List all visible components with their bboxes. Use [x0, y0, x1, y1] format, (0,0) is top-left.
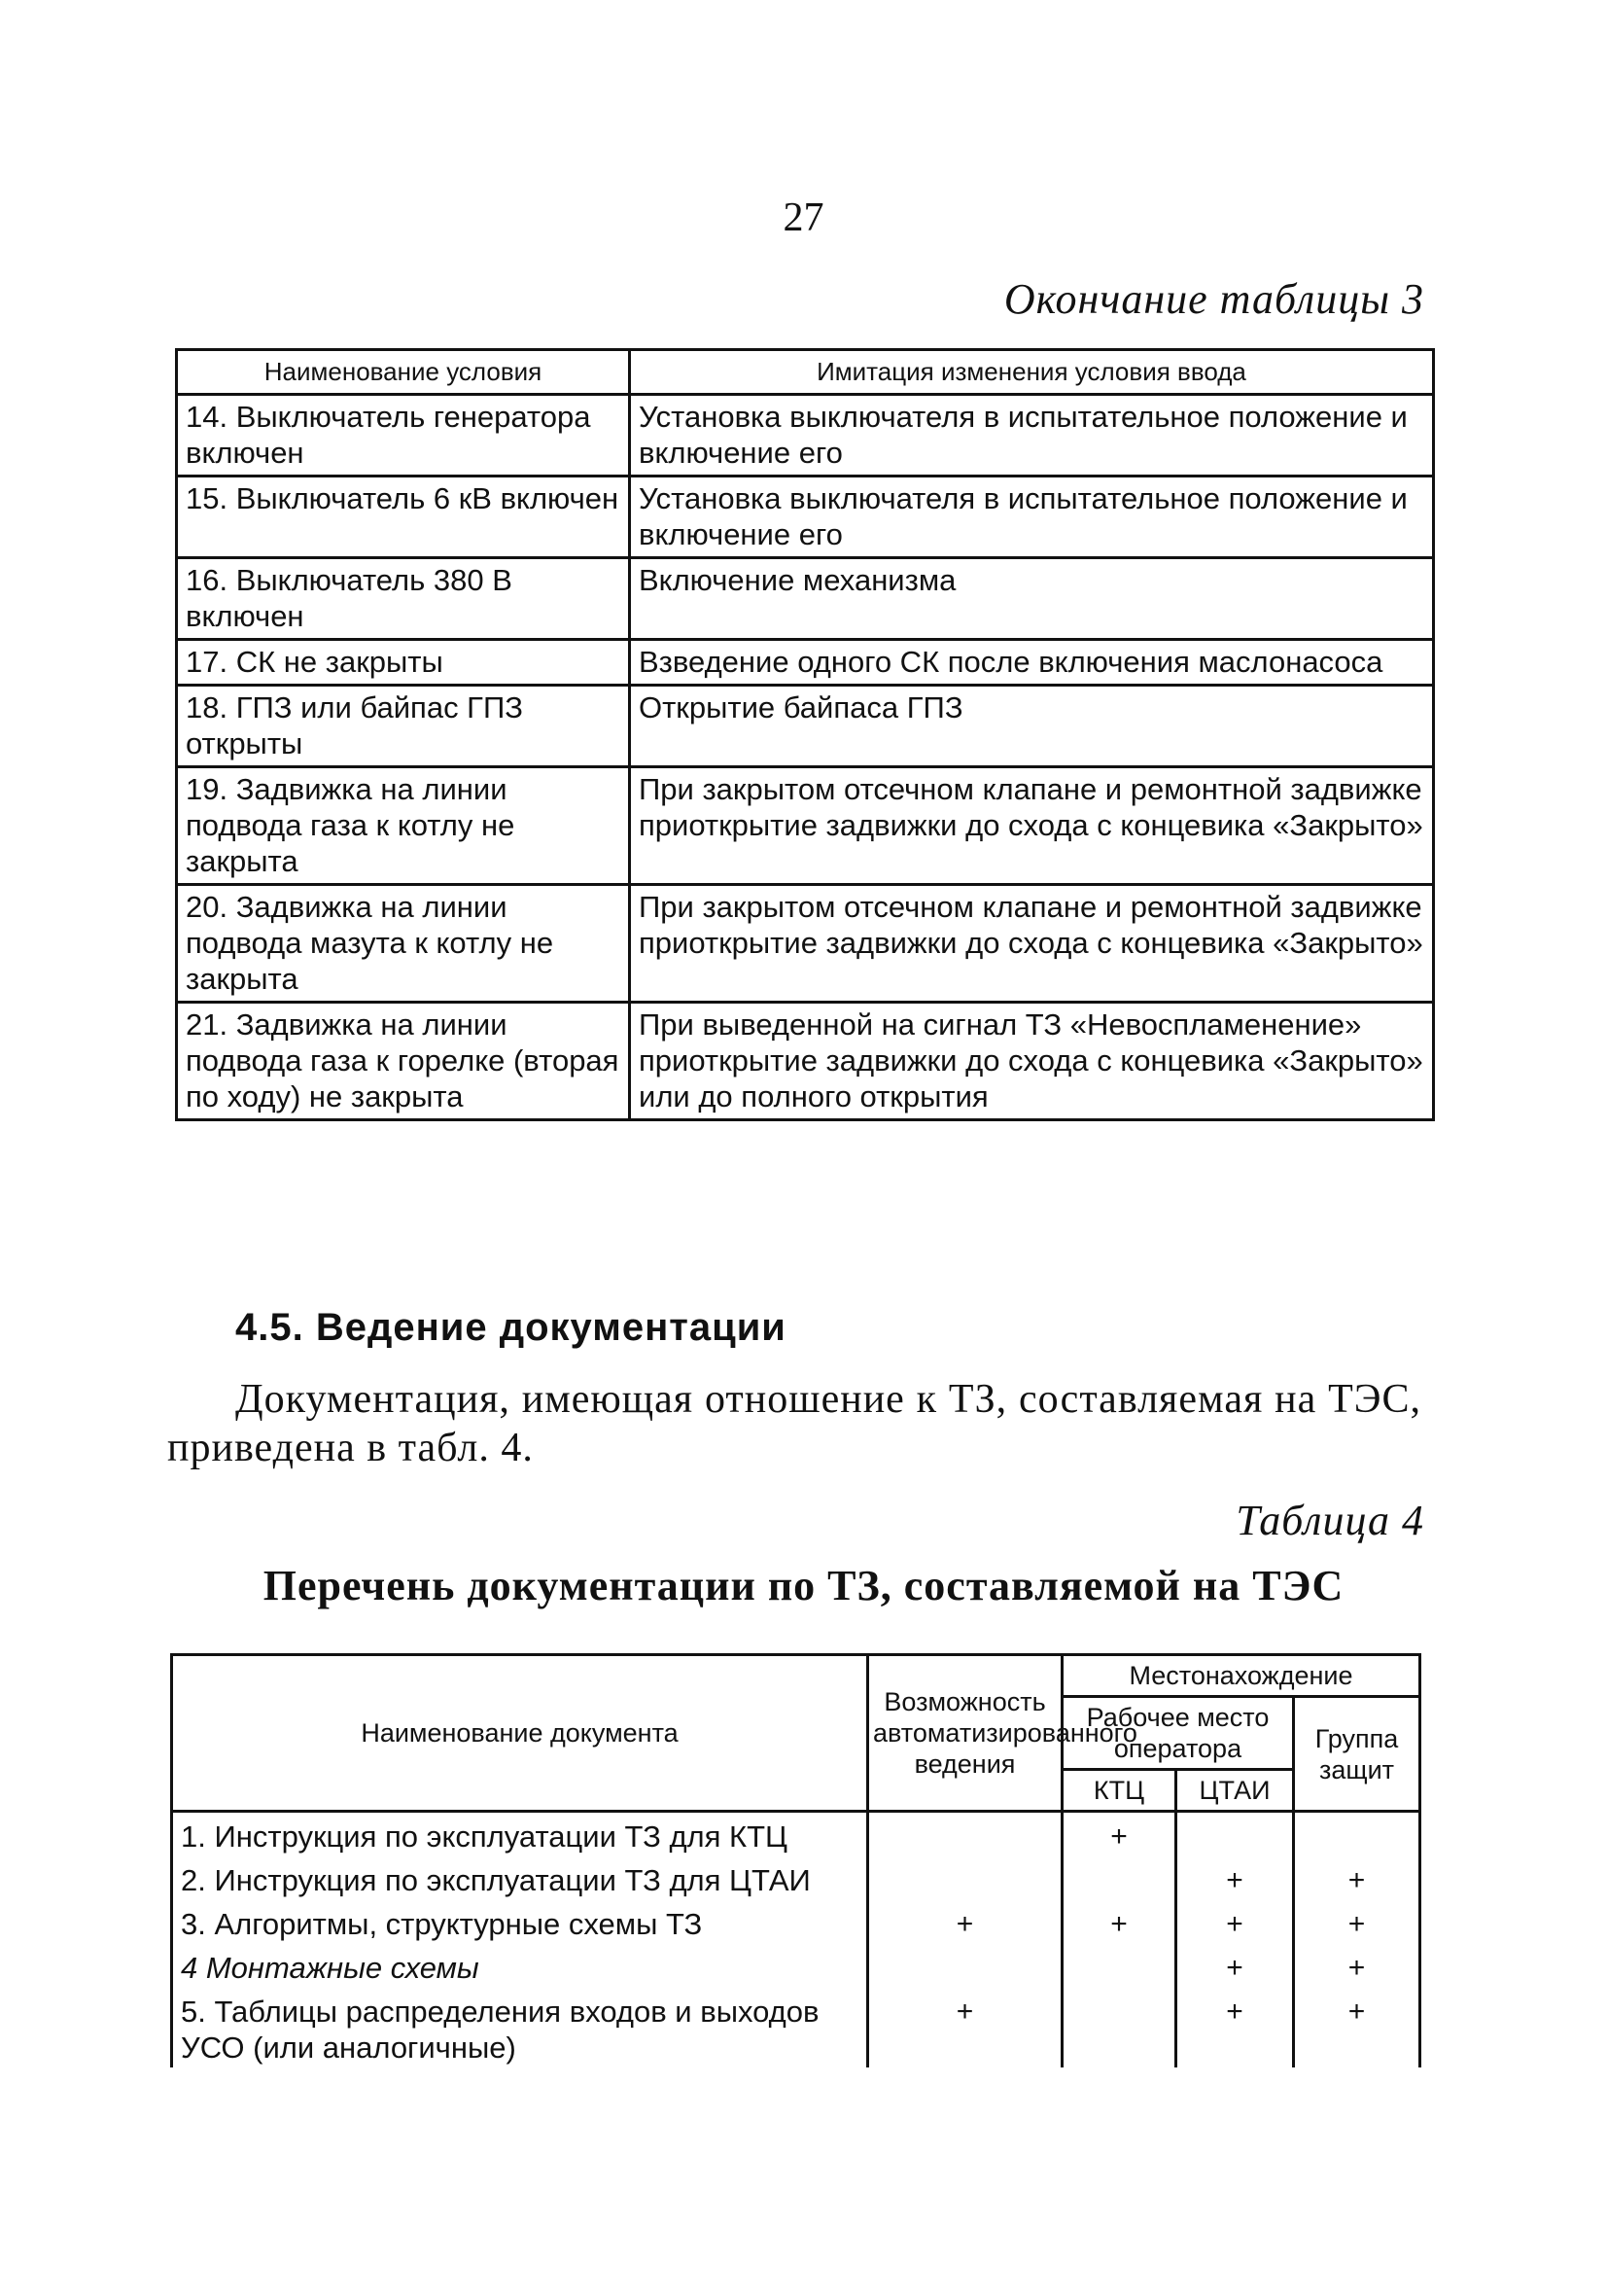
section-paragraph: Документация, имеющая отношение к ТЗ, составляемая на ТЭС, приведена в табл. 4. — [167, 1377, 1421, 1470]
table3-cell-imitation: При закрытом отсечном клапане и ремонтной задвижке приоткрытие задвижки до схода с концевика «Закрыто» — [630, 767, 1434, 885]
table-row — [177, 1003, 1434, 1120]
table4-cell-ktc — [1063, 1856, 1176, 1900]
table4-cell-name: 4 Монтажные схемы — [172, 1944, 868, 1988]
table4-header-name: Наименование документа — [172, 1655, 868, 1812]
table4-cell-name: 1. Инструкция по эксплуатации ТЗ для КТЦ — [172, 1812, 868, 1857]
table3-header-imitation: Имитация изменения условия ввода — [630, 350, 1434, 395]
table-row — [177, 686, 1434, 767]
table-row — [177, 640, 1434, 686]
table4-cell-group: + — [1294, 1856, 1420, 1900]
table4-header-ctai: ЦТАИ — [1176, 1770, 1294, 1812]
table4-cell-group: + — [1294, 1944, 1420, 1988]
table-row — [172, 1812, 1420, 1857]
table4-cell-group: + — [1294, 1988, 1420, 2067]
table4-header-location: Местонахождение — [1063, 1655, 1420, 1697]
table3-caption: Окончание таблицы 3 — [1003, 275, 1424, 323]
table4-cell-ctai: + — [1176, 1856, 1294, 1900]
table-row — [172, 1856, 1420, 1900]
table4-header-workplace: Рабочее место оператора — [1063, 1697, 1294, 1770]
table-row — [177, 395, 1434, 477]
table4-caption: Таблица 4 — [1236, 1497, 1424, 1544]
table4-cell-group: + — [1294, 1900, 1420, 1944]
table4-cell-ktc: + — [1063, 1900, 1176, 1944]
table4-cell-ctai: + — [1176, 1988, 1294, 2067]
table3-cell-condition: 14. Выключатель генератора включен — [177, 395, 630, 477]
table4-header-ktc: КТЦ — [1063, 1770, 1176, 1812]
table4-cell-ktc: + — [1063, 1812, 1176, 1857]
table-row — [172, 1900, 1420, 1944]
table4-cell-auto — [868, 1856, 1063, 1900]
table4-cell-ctai: + — [1176, 1900, 1294, 1944]
table3-cell-imitation: Взведение одного СК после включения маслонасоса — [630, 640, 1434, 686]
table4-cell-ktc — [1063, 1988, 1176, 2067]
table3-cell-imitation: Включение механизма — [630, 558, 1434, 640]
table-row — [177, 885, 1434, 1003]
table3-cell-condition: 21. Задвижка на линии подвода газа к горелке (вторая по ходу) не закрыта — [177, 1003, 630, 1120]
table-row — [177, 558, 1434, 640]
table4-cell-auto — [868, 1812, 1063, 1857]
table4-cell-name: 3. Алгоритмы, структурные схемы ТЗ — [172, 1900, 868, 1944]
table4-cell-ktc — [1063, 1944, 1176, 1988]
table3-cell-condition: 17. СК не закрыты — [177, 640, 630, 686]
table3-cell-imitation: При закрытом отсечном клапане и ремонтной задвижке приоткрытие задвижки до схода с концевика «Закрыто» — [630, 885, 1434, 1003]
table4-cell-auto — [868, 1944, 1063, 1988]
table-row — [177, 477, 1434, 558]
table3-cell-imitation: При выведенной на сигнал ТЗ «Невоспламенение» приоткрытие задвижки до схода с концевика «Закрыто» или до полного открытия — [630, 1003, 1434, 1120]
table3-cell-imitation: Установка выключателя в испытательное положение и включение его — [630, 477, 1434, 558]
table4 — [170, 1653, 1421, 2067]
table3-cell-imitation: Установка выключателя в испытательное положение и включение его — [630, 395, 1434, 477]
table4-cell-name: 5. Таблицы распределения входов и выходов УСО (или аналогичные) — [172, 1988, 868, 2067]
table3 — [175, 348, 1435, 1121]
table4-title: Перечень документации по ТЗ, составляемой на ТЭС — [262, 1562, 1345, 1609]
table4-cell-name: 2. Инструкция по эксплуатации ТЗ для ЦТАИ — [172, 1856, 868, 1900]
table-row — [172, 1988, 1420, 2067]
table3-cell-condition: 18. ГПЗ или байпас ГПЗ открыты — [177, 686, 630, 767]
table4-header-auto: Возможность автоматизированного ведения — [868, 1655, 1063, 1812]
table4-cell-group — [1294, 1812, 1420, 1857]
table3-header-condition: Наименование условия — [177, 350, 630, 395]
page-number: 27 — [783, 195, 824, 240]
table3-cell-condition: 16. Выключатель 380 В включен — [177, 558, 630, 640]
table4-cell-ctai: + — [1176, 1944, 1294, 1988]
table3-cell-condition: 15. Выключатель 6 кВ включен — [177, 477, 630, 558]
table4-cell-auto: + — [868, 1900, 1063, 1944]
table4-cell-ctai — [1176, 1812, 1294, 1857]
table-row — [177, 767, 1434, 885]
table3-cell-condition: 19. Задвижка на линии подвода газа к котлу не закрыта — [177, 767, 630, 885]
table3-cell-imitation: Открытие байпаса ГПЗ — [630, 686, 1434, 767]
section-heading: 4.5. Ведение документации — [235, 1306, 786, 1349]
table3-cell-condition: 20. Задвижка на линии подвода мазута к котлу не закрыта — [177, 885, 630, 1003]
table-row — [172, 1944, 1420, 1988]
table4-cell-auto: + — [868, 1988, 1063, 2067]
table4-header-protection-group: Группа защит — [1294, 1697, 1420, 1812]
